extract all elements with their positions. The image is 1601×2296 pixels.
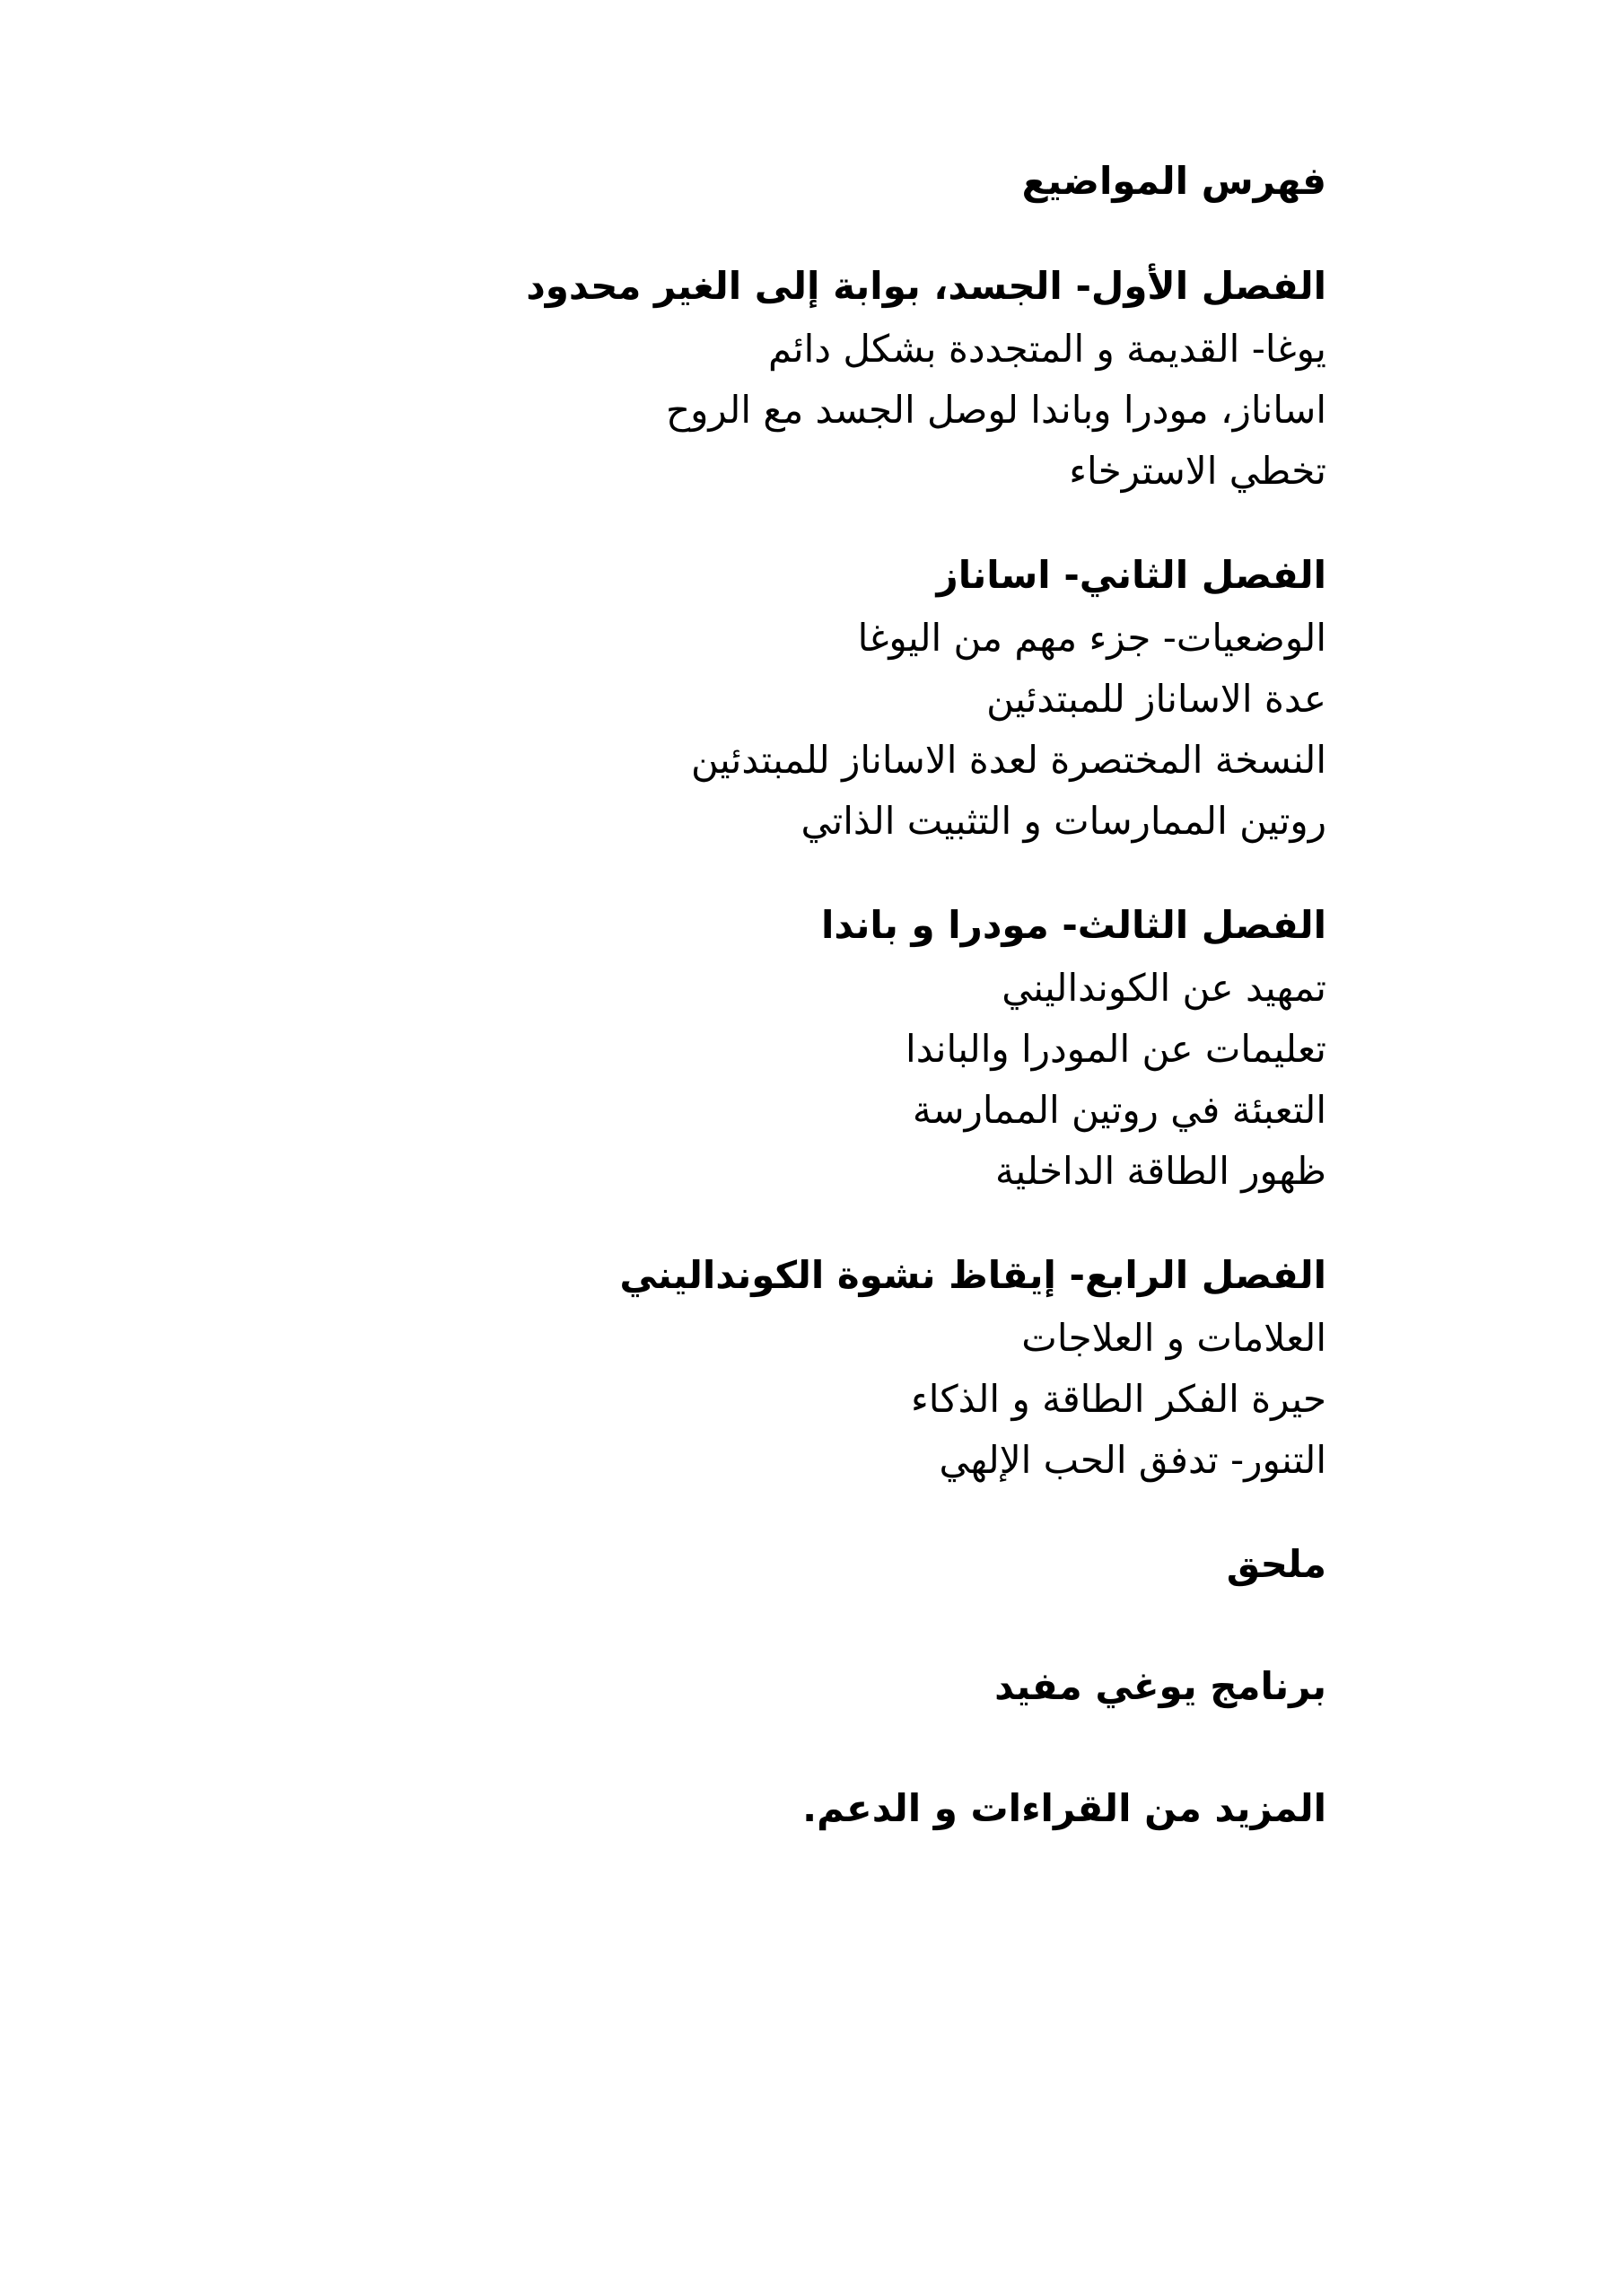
toc-item: الوضعيات- جزء مهم من اليوغا (857, 616, 1326, 660)
table-of-contents (339, 154, 1326, 1904)
toc-item: عدة الاساناز للمبتدئين (986, 677, 1326, 721)
chapter-heading: الفصل الثالث- مودرا و باندا (820, 903, 1326, 947)
toc-item: العلامات و العلاجات (1021, 1316, 1326, 1360)
toc-item: ظهور الطاقة الداخلية (994, 1149, 1326, 1193)
chapter-heading: الفصل الثاني- اساناز (936, 553, 1326, 597)
chapter-heading: الفصل الرابع- إيقاظ نشوة الكونداليني (619, 1253, 1326, 1297)
toc-item: حيرة الفكر الطاقة و الذكاء (911, 1377, 1326, 1421)
toc-item: تعليمات عن المودرا والباندا (905, 1027, 1326, 1071)
toc-item: تخطي الاسترخاء (1069, 449, 1326, 493)
page-title: فهرس المواضيع (1021, 159, 1326, 203)
toc-item: تمهيد عن الكونداليني (1002, 966, 1326, 1010)
toc-item: التنور- تدفق الحب الإلهي (939, 1438, 1326, 1482)
chapter-2 (339, 548, 1326, 848)
toc-item: روتين الممارسات و التثبيت الذاتي (800, 799, 1326, 843)
appendix-further-reading: المزيد من القراءات و الدعم. (802, 1786, 1326, 1830)
chapter-4 (339, 1249, 1326, 1487)
appendix-program: برنامج يوغي مفيد (994, 1664, 1326, 1708)
chapter-1 (339, 259, 1326, 498)
toc-item: التعبئة في روتين الممارسة (912, 1088, 1326, 1132)
toc-item: يوغا- القديمة و المتجددة بشكل دائم (767, 327, 1326, 371)
chapter-3 (339, 898, 1326, 1198)
toc-item: اساناز، مودرا وباندا لوصل الجسد مع الروح (665, 388, 1326, 432)
chapter-heading: الفصل الأول- الجسد، بوابة إلى الغير محدود (526, 264, 1326, 308)
toc-item: النسخة المختصرة لعدة الاساناز للمبتدئين (691, 738, 1326, 782)
appendix-heading: ملحق (1226, 1542, 1326, 1586)
